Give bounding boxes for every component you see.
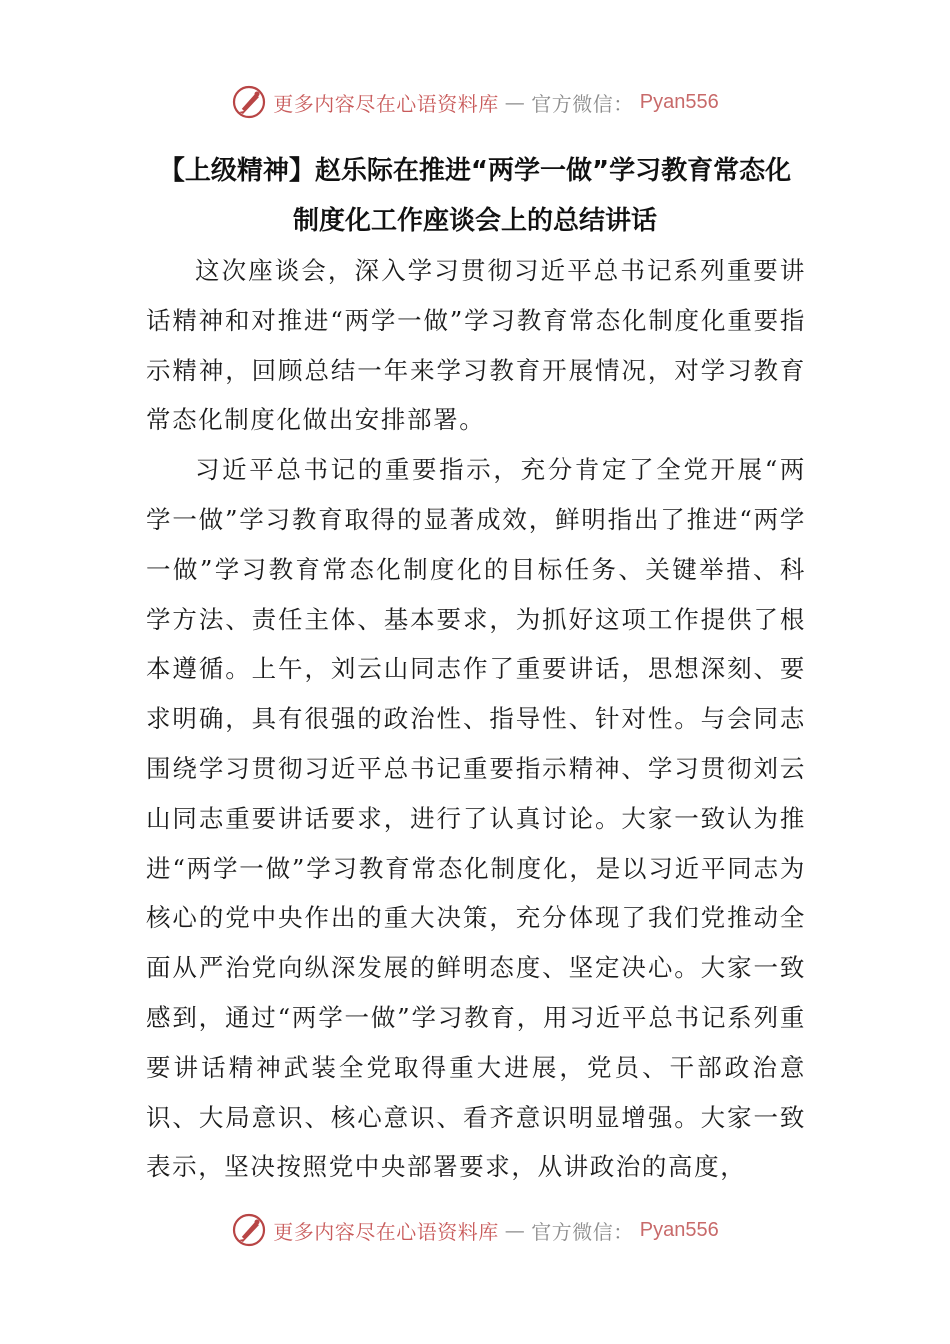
pen-logo-icon bbox=[231, 84, 267, 120]
watermark-separator: — bbox=[504, 90, 526, 114]
document-title-line2: 制度化工作座谈会上的总结讲话 bbox=[292, 206, 657, 236]
paragraph-2: 习近平总书记的重要指示，充分肯定了全党开展“两学一做”学习教育取得的显著成效，鲜明指出了推进“两学一做”学习教育常态化制度化的目标任务、关键举措、科学方法、责任主体、基本要求，为抓好这项工作提供了根本遵循。上午，刘云山同志作了重要讲话，思想深刻、要求明确，具有很强的政治性、指导性、针对性。与会同志围绕学习贯彻习近平总书记重要指示精神、学习贯彻刘云山同志重要讲话要求，进行了认真讨论。大家一致认为推进“两学一做”学习教育常态化制度化，是以习近平同志为核心的党中央作出的重大决策，充分体现了我们党推动全面从严治党向纵深发展的鲜明态度、坚定决心。大家一致感到，通过“两学一做”学习教育，用习近平总书记系列重要讲话精神武装全党取得重大进展，党员、干部政治意识、大局意识、核心意识、看齐意识明显增强。大家一致表示，坚决按照党中央部署要求，从讲政治的高度， bbox=[146, 455, 806, 1182]
watermark-main-text: 更多内容尽在心语资料库 bbox=[273, 91, 499, 116]
header-watermark bbox=[0, 82, 950, 122]
watermark-wechat-id: Pyan556 bbox=[639, 90, 719, 113]
document-title-line1: 【上级精神】赵乐际在推进“两学一做”学习教育常态化 bbox=[158, 156, 792, 186]
footer-watermark bbox=[0, 1210, 950, 1250]
pen-logo-icon bbox=[231, 1212, 267, 1248]
watermark-separator: — bbox=[504, 1218, 526, 1242]
watermark-wechat-id: Pyan556 bbox=[639, 1218, 719, 1241]
watermark-sub-text: 官方微信： bbox=[531, 91, 634, 116]
document-body bbox=[146, 246, 806, 1192]
paragraph-1: 这次座谈会，深入学习贯彻习近平总书记系列重要讲话精神和对推进“两学一做”学习教育常态化制度化重要指示精神，回顾总结一年来学习教育开展情况，对学习教育常态化制度化做出安排部署。 bbox=[146, 256, 806, 435]
watermark-main-text: 更多内容尽在心语资料库 bbox=[273, 1219, 499, 1244]
watermark-sub-text: 官方微信： bbox=[531, 1219, 634, 1244]
